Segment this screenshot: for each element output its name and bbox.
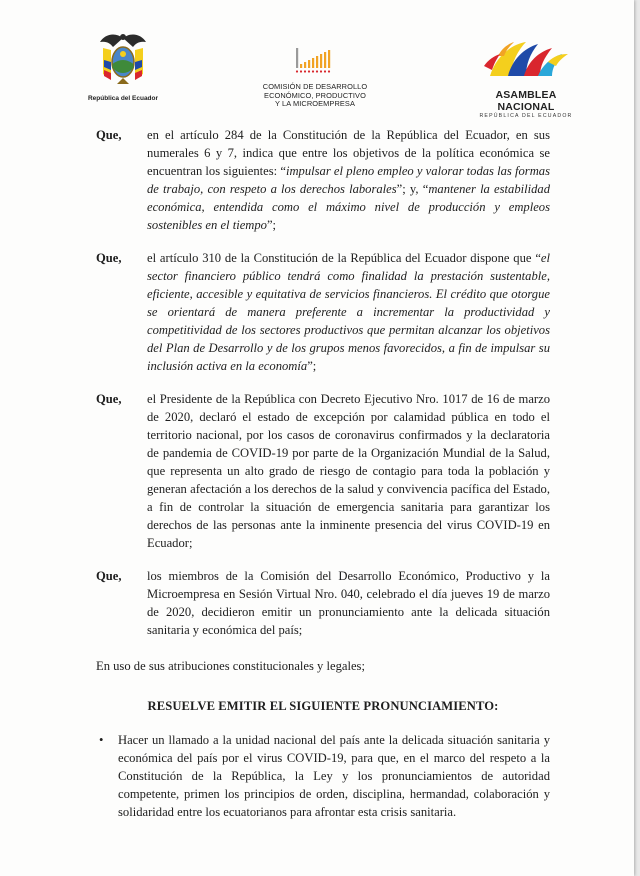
comision-logo — [245, 40, 385, 109]
clause-text: ”; — [307, 359, 317, 373]
clause-text: el Presidente de la República con Decreto Ejecutivo Nro. 1017 de 16 de marzo de 2020, declaró el estado de excepción por calamidad pública en todo el territorio nacional, por los casos de coronavirus confirmados y la declaratoria de pandemia de COVID-19 por parte de la Organización Mundial de la Salud, que representa un alto grado de riesgo de contagio para toda la población y generan afectación a los derechos de la salud y convivencia pacífica del Estado, a fin de controlar la situación de emergencia sanitaria para garantizar los derechos de las personas ante la inminente presencia del virus COVID-19 en Ecuador; — [147, 392, 550, 550]
center-logo-caption-line: COMISIÓN DE DESARROLLO — [262, 82, 368, 91]
right-logo-caption: ASAMBLEA NACIONAL — [495, 89, 557, 113]
clause-quote-text: impulsar el pleno empleo y valorar todas las formas de trabajo, con respeto a los derechos laborales — [147, 164, 550, 196]
clause-text: ”; y, “ — [396, 182, 429, 196]
left-logo-caption: República del Ecuador — [87, 95, 159, 102]
clause-text: ”; — [266, 218, 277, 232]
whereas-clause — [96, 567, 550, 639]
whereas-clauses — [96, 126, 550, 639]
whereas-clause — [96, 390, 550, 552]
clause-label: Que, — [96, 251, 122, 265]
attributions-paragraph: En uso de sus atribuciones constitucionales y legales; — [96, 659, 365, 673]
republica-ecuador-logo — [78, 30, 168, 102]
clause-quote-text: el sector financiero público tendrá como finalidad la prestación sustentable, eficiente, accesible y equitativa de servicios financieros. El crédito que otorgue se orientará de manera preferente a incrementar la productividad y competitividad de los sectores productivos que permitan alcanzar los objetivos del Plan de Desarrollo y de los grupos menos favorecidos, a fin de impulsar su inclusión activa en la economía — [147, 251, 550, 373]
whereas-clause — [96, 126, 550, 234]
center-logo-caption-line: Y LA MICROEMPRESA — [274, 99, 355, 109]
clause-label: Que, — [96, 392, 122, 406]
clause-text: los miembros de la Comisión del Desarrollo Económico, Productivo y la Microempresa en Sesión Virtual Nro. 040, celebrado el día jueves 19 de marzo de 2020, decidieron emitir un pronunciamiento ante la delicada situación sanitaria y económica del país; — [147, 569, 550, 637]
asamblea-nacional-logo — [466, 36, 586, 119]
whereas-clause — [96, 249, 550, 375]
clause-quote-text: mantener la estabilidad económica, entendida como el máximo nivel de producción y empleos sostenibles en el tiempo — [147, 182, 550, 232]
commission-bars-logo-icon — [295, 40, 335, 74]
center-logo-caption — [245, 83, 385, 109]
clause-label: Que, — [96, 569, 122, 583]
resolution-text: Hacer un llamado a la unidad nacional del país ante la delicada situación sanitaria y económica del país por el virus COVID-19, para que, en el marco del respeto a la Constitución de la República, la Ley y los pronunciamientos de autoridad competente, primen los principios de orden, disciplina, hermandad, colaboración y solidaridad entre los ecuatorianos para afrontar esta crisis sanitaria. — [118, 733, 550, 819]
right-logo-subcaption: REPÚBLICA DEL ECUADOR — [479, 113, 573, 119]
document-body — [96, 126, 550, 821]
clause-text: el artículo 310 de la Constitución de la República del Ecuador dispone que “ — [147, 251, 541, 265]
ecuador-coat-of-arms-icon — [97, 30, 149, 88]
clause-label: Que, — [96, 128, 122, 142]
clause-text: en el artículo 284 de la Constitución de la República del Ecuador, en sus numerales 6 y 7, indica que entre los objetivos de la política económica se encuentran los siguientes: “ — [147, 128, 550, 178]
resolution-list — [96, 731, 550, 821]
center-logo-caption-line: ECONÓMICO, PRODUCTIVO — [264, 90, 366, 100]
resolve-heading: RESUELVE EMITIR EL SIGUIENTE PRONUNCIAMIENTO: — [147, 699, 499, 713]
resolution-item — [96, 731, 550, 821]
bullet-marker: • — [99, 733, 104, 747]
asamblea-nacional-logo-icon — [478, 36, 574, 82]
